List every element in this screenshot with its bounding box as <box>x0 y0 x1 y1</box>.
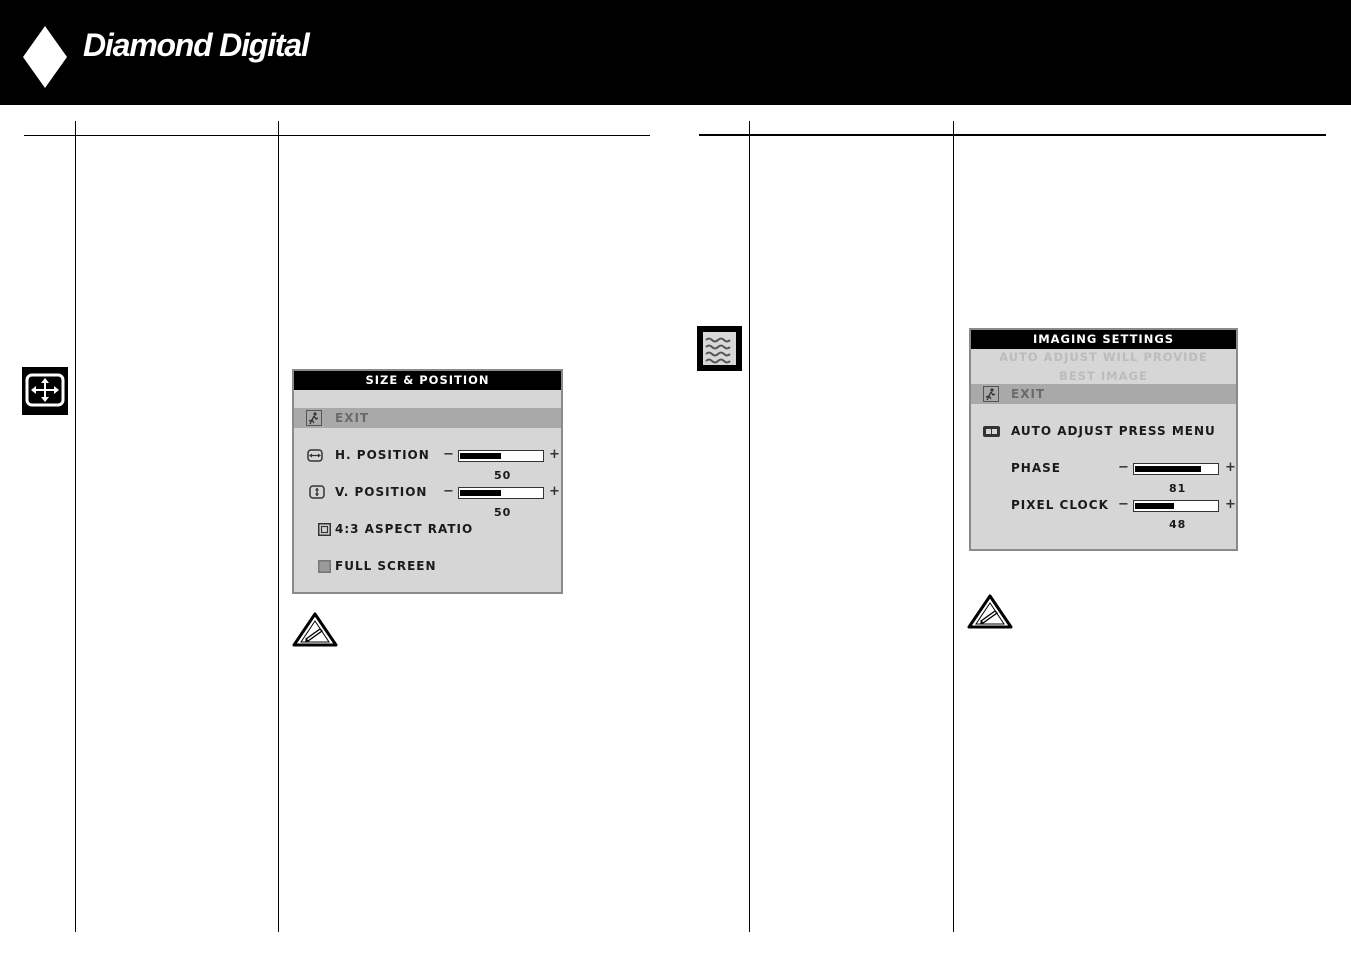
h-position-value: 50 <box>494 469 512 482</box>
phase-increase[interactable]: + <box>1225 460 1236 475</box>
h-position-decrease[interactable]: − <box>443 447 454 462</box>
full-screen-option[interactable]: FULL SCREEN <box>335 559 437 573</box>
full-screen-icon <box>318 560 331 573</box>
osd-subtitle-line2: BEST IMAGE <box>1059 369 1148 383</box>
note-pencil-icon <box>292 612 338 648</box>
pixel-clock-decrease[interactable]: − <box>1118 497 1129 512</box>
diamond-logo-icon <box>23 26 67 88</box>
v-position-label: V. POSITION <box>335 485 428 499</box>
aspect-ratio-icon <box>318 523 331 536</box>
v-position-decrease[interactable]: − <box>443 484 454 499</box>
size-position-icon <box>22 367 68 415</box>
h-position-fill <box>460 453 501 459</box>
auto-adjust-icon <box>982 425 1001 438</box>
h-position-label: H. POSITION <box>335 448 430 462</box>
right-column-divider-1 <box>749 121 750 932</box>
aspect-ratio-option[interactable]: 4:3 ASPECT RATIO <box>335 522 474 536</box>
v-position-increase[interactable]: + <box>549 484 560 499</box>
brand-title: Diamond Digital <box>83 27 309 63</box>
exit-label[interactable]: EXIT <box>1011 387 1046 401</box>
exit-running-icon <box>983 386 999 402</box>
pixel-clock-label: PIXEL CLOCK <box>1011 498 1109 512</box>
pixel-clock-value: 48 <box>1169 518 1187 531</box>
pixel-clock-increase[interactable]: + <box>1225 497 1236 512</box>
size-position-osd <box>292 369 563 594</box>
right-column-divider-2 <box>953 121 954 932</box>
left-column-divider-2 <box>278 121 279 932</box>
v-position-value: 50 <box>494 506 512 519</box>
pixel-clock-fill <box>1135 503 1174 509</box>
osd-subtitle-line1: AUTO ADJUST WILL PROVIDE <box>999 350 1208 364</box>
v-position-icon <box>308 485 326 499</box>
exit-running-icon <box>306 410 322 426</box>
h-position-icon <box>306 449 324 462</box>
h-position-increase[interactable]: + <box>549 447 560 462</box>
phase-fill <box>1135 466 1201 472</box>
imaging-icon <box>697 326 742 371</box>
imaging-settings-osd <box>969 328 1238 551</box>
auto-adjust-option[interactable]: AUTO ADJUST PRESS MENU <box>1011 424 1216 438</box>
osd-title: IMAGING SETTINGS <box>971 330 1236 349</box>
left-top-rule <box>24 135 650 136</box>
phase-label: PHASE <box>1011 461 1061 475</box>
pixel-clock-slider[interactable] <box>1133 500 1219 512</box>
right-top-rule <box>699 134 1326 136</box>
v-position-fill <box>460 490 501 496</box>
osd-title: SIZE & POSITION <box>294 371 561 390</box>
phase-slider[interactable] <box>1133 463 1219 475</box>
left-column-divider-1 <box>75 121 76 932</box>
phase-value: 81 <box>1169 482 1187 495</box>
h-position-slider[interactable] <box>458 450 544 462</box>
phase-decrease[interactable]: − <box>1118 460 1129 475</box>
exit-label[interactable]: EXIT <box>335 411 370 425</box>
note-pencil-icon <box>967 594 1013 630</box>
header-bar <box>0 0 1351 105</box>
v-position-slider[interactable] <box>458 487 544 499</box>
